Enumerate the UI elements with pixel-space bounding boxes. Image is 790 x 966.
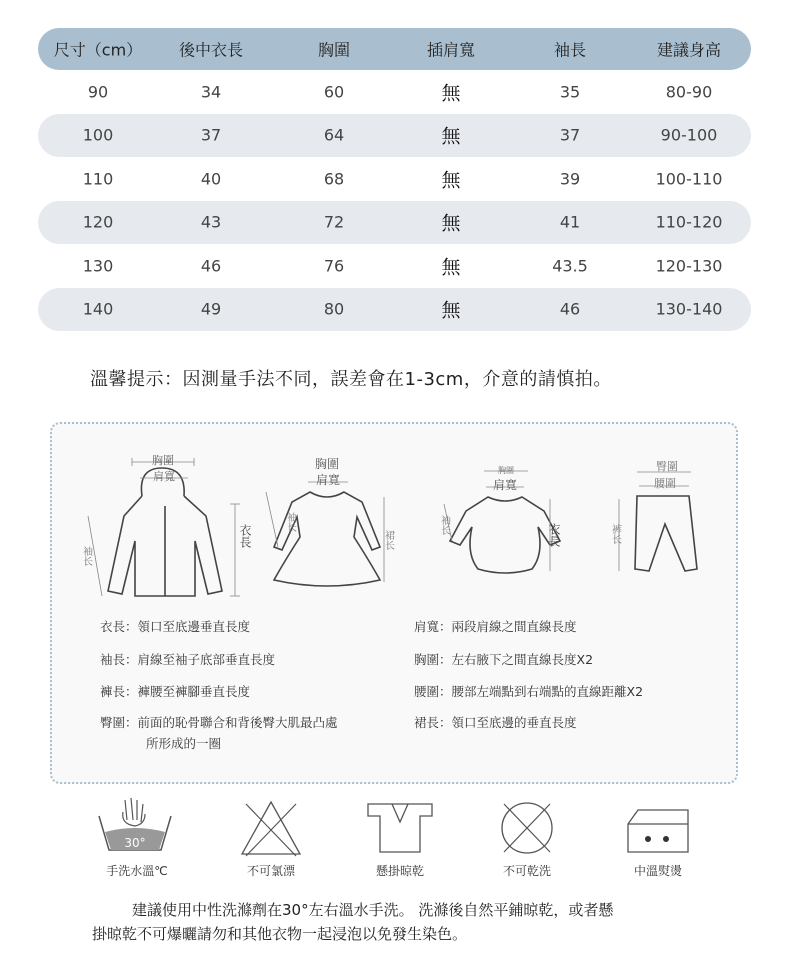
definition-length: 衣長：領口至底邊垂直長度	[100, 619, 251, 634]
washing-note-line-2: 掛晾乾不可爆曬請勿和其他衣物一起浸泡以免發生染色。	[92, 925, 468, 943]
table-row	[38, 201, 751, 245]
header-sleeve: 袖長	[553, 40, 587, 60]
definition-pants-length: 褲長：褲腰至褲腳垂直長度	[100, 684, 251, 699]
romper-shoulder-label: 肩寬	[492, 478, 518, 492]
table-cell: 34	[200, 82, 222, 102]
table-cell: 無	[441, 299, 461, 322]
table-cell: 無	[441, 256, 461, 279]
table-cell: 130-140	[655, 299, 723, 319]
washing-note-line-1: 建議使用中性洗滌劑在30°左右溫水手洗。 洗滌後自然平鋪晾乾，或者懸	[132, 901, 614, 919]
dress-shoulder-label: 肩寬	[315, 473, 341, 487]
jacket-figure	[80, 446, 250, 596]
table-cell: 110-120	[655, 212, 723, 232]
header-size: 尺寸（cm）	[53, 40, 143, 60]
definition-hip: 臀圍：前面的恥骨聯合和背後臀大肌最凸處 所形成的一圈	[100, 715, 338, 751]
table-cell: 90-100	[660, 125, 718, 145]
no-bleach-icon	[238, 798, 304, 858]
care-label-medium-iron: 中溫熨燙	[633, 864, 683, 878]
table-cell: 37	[200, 125, 222, 145]
table-cell: 39	[559, 169, 581, 189]
care-label-no-bleach: 不可氯漂	[246, 864, 296, 878]
table-cell: 68	[323, 169, 345, 189]
table-cell: 無	[441, 169, 461, 192]
table-cell: 80-90	[665, 82, 713, 102]
table-cell: 120	[82, 212, 114, 232]
dress-chest-label: 胸圍	[314, 457, 340, 471]
table-cell: 130	[82, 256, 114, 276]
romper-sleeve-label: 袖长	[438, 515, 450, 535]
table-cell: 37	[559, 125, 581, 145]
hang-dry-icon	[364, 800, 436, 856]
jacket-length-label: 衣長	[238, 524, 252, 548]
table-cell: 43	[200, 212, 222, 232]
care-label-no-dry-clean: 不可乾洗	[502, 864, 552, 878]
wash-temperature: 30°	[124, 836, 146, 850]
header-raglan-shoulder: 插肩寬	[426, 40, 476, 60]
header-back-length: 後中衣長	[178, 40, 244, 60]
jacket-sleeve-label: 袖长	[80, 546, 92, 566]
jacket-chest-label: 胸圍	[152, 454, 174, 467]
table-cell: 49	[200, 299, 222, 319]
table-cell: 40	[200, 169, 222, 189]
table-cell: 64	[323, 125, 345, 145]
jacket-shoulder-label: 肩寬	[153, 470, 175, 483]
measurement-guide	[50, 422, 738, 784]
table-cell: 110	[82, 169, 114, 189]
table-cell: 43.5	[552, 256, 588, 276]
pants-hip-label: 臀圍	[656, 460, 678, 473]
dress-skirt-label: 裙长	[382, 530, 394, 550]
definition-chest: 胸圍：左右腋下之間直線長度X2	[414, 652, 594, 667]
table-cell: 100	[82, 125, 114, 145]
table-cell: 無	[441, 212, 461, 235]
pants-inseam-label: 裤长	[609, 524, 621, 544]
definition-sleeve: 袖長：肩線至袖子底部垂直長度	[100, 652, 276, 667]
table-cell: 41	[559, 212, 581, 232]
table-row	[38, 244, 751, 288]
care-label-hand-wash: 手洗水溫℃	[106, 864, 168, 878]
dress-sleeve-label: 袖长	[284, 512, 296, 532]
definition-shoulder: 肩寬：兩段肩線之間直線長度	[414, 619, 577, 634]
table-cell: 76	[323, 256, 345, 276]
table-cell: 無	[441, 82, 461, 105]
table-cell: 140	[82, 299, 114, 319]
table-cell: 72	[323, 212, 345, 232]
table-cell: 90	[87, 82, 109, 102]
table-cell: 60	[323, 82, 345, 102]
table-row	[38, 288, 751, 332]
pants-figure	[607, 454, 717, 584]
washing-note	[92, 898, 712, 946]
table-row	[38, 157, 751, 201]
romper-figure	[440, 459, 570, 579]
table-cell: 無	[441, 125, 461, 148]
table-row	[38, 114, 751, 158]
medium-iron-icon	[624, 804, 692, 856]
hand-wash-icon	[95, 794, 175, 860]
measurement-tip: 溫馨提示：因測量手法不同，誤差會在1-3cm，介意的請慎拍。	[90, 369, 612, 390]
care-label-hang-dry: 懸掛晾乾	[375, 864, 425, 878]
header-height: 建議身高	[656, 40, 722, 60]
definition-skirt: 裙長：領口至底邊的垂直長度	[414, 715, 577, 730]
table-cell: 46	[200, 256, 222, 276]
pants-waist-label: 腰圍	[654, 477, 676, 490]
size-table	[38, 28, 751, 331]
dress-figure	[262, 452, 392, 592]
table-cell: 46	[559, 299, 581, 319]
table-cell: 100-110	[655, 169, 723, 189]
romper-chest-label: 胸圍	[498, 466, 514, 475]
table-header	[38, 28, 751, 70]
definition-waist: 腰圍：腰部左端點到右端點的直線距離X2	[414, 684, 644, 699]
table-cell: 120-130	[655, 256, 723, 276]
romper-length-label: 衣長	[547, 523, 561, 547]
table-cell: 35	[559, 82, 581, 102]
table-row	[38, 70, 751, 114]
table-cell: 80	[323, 299, 345, 319]
header-chest: 胸圍	[317, 40, 351, 60]
no-dry-clean-icon	[498, 798, 556, 858]
